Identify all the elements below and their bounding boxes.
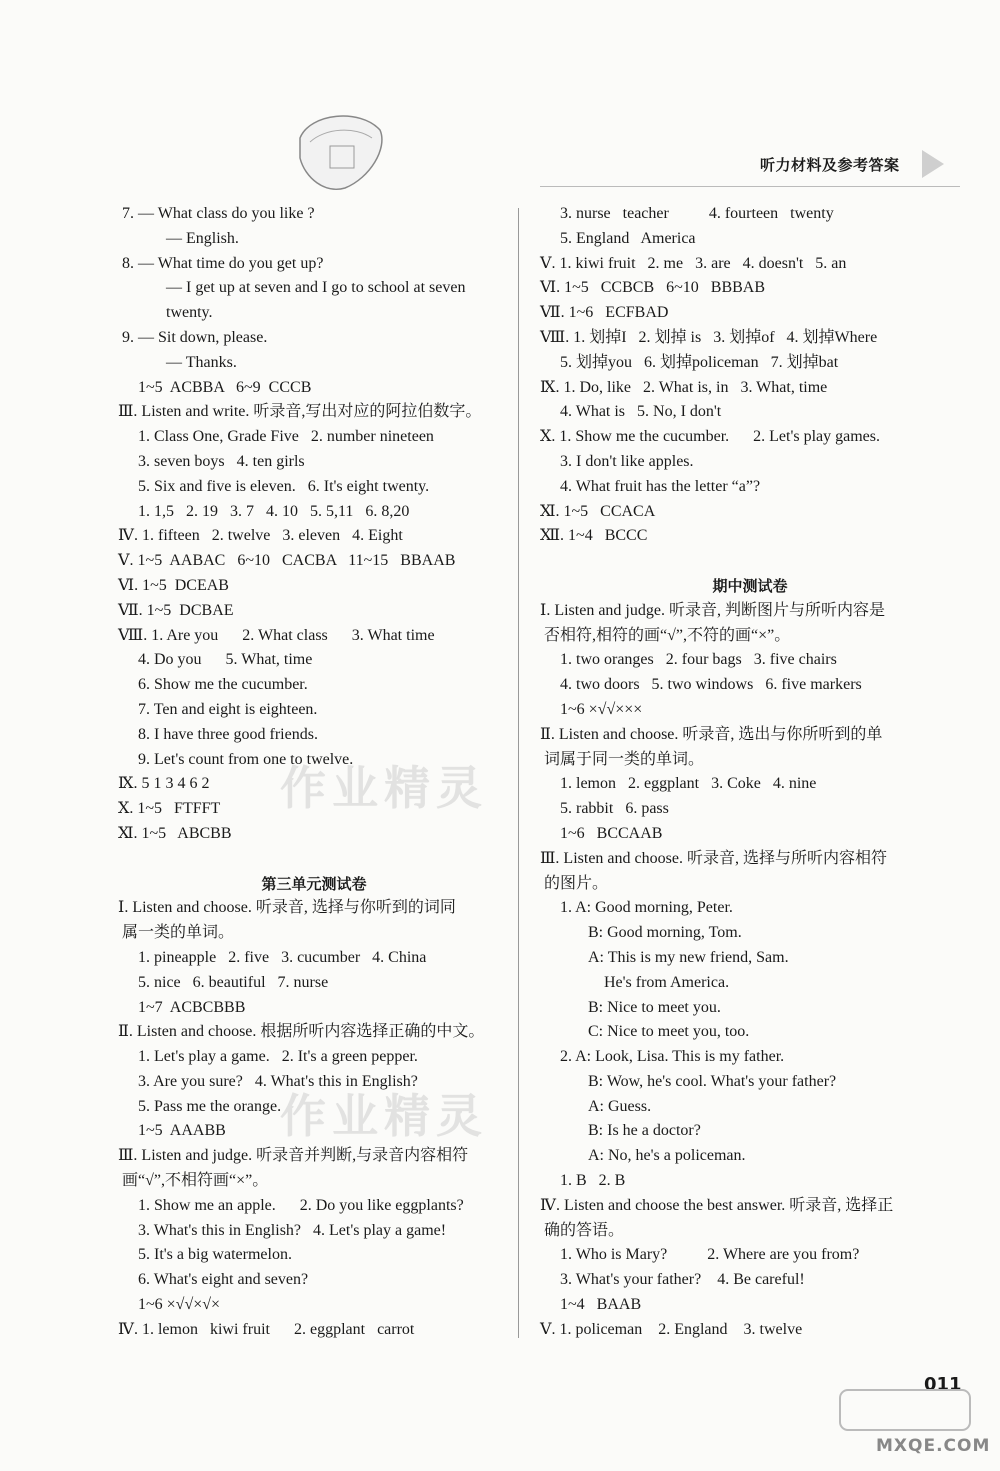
header-rule	[540, 186, 960, 187]
answer-line: B: Wow, he's cool. What's your father?	[588, 1072, 837, 1090]
answer-line: 4. two doors 5. two windows 6. five markers	[560, 676, 862, 694]
answer-line: 1. two oranges 2. four bags 3. five chairs	[560, 651, 837, 669]
answer-line: Ⅹ. 1. Show me the cucumber. 2. Let's play games.	[540, 428, 880, 446]
answer-line: He's from America.	[588, 973, 730, 991]
answer-line: Ⅷ. 1. Are you 2. What class 3. What time	[118, 626, 435, 644]
answer-line: A: This is my new friend, Sam.	[588, 948, 789, 966]
answer-line: 1. B 2. B	[560, 1172, 626, 1190]
answer-line: Ⅳ. Listen and choose the best answer. 听录音, 选择正	[540, 1196, 894, 1214]
page-header	[760, 148, 960, 182]
answer-line: twenty.	[166, 304, 213, 322]
answer-line: Ⅲ. Listen and judge. 听录音并判断,与录音内容相符	[118, 1147, 469, 1165]
answer-line: Ⅶ. 1~6 ECFBAD	[540, 304, 669, 322]
corner-watermark-text: MXQE.COM	[876, 1436, 991, 1456]
answer-line: 6. What's eight and seven?	[138, 1271, 309, 1289]
answer-line: 1~6 BCCAAB	[560, 824, 663, 842]
answer-line: 属一类的单词。	[122, 924, 235, 942]
publisher-logo	[290, 108, 390, 196]
answer-line: Ⅴ. 1. kiwi fruit 2. me 3. are 4. doesn't 5. an	[540, 254, 847, 272]
answer-line: 8. I have three good friends.	[138, 725, 318, 743]
answer-line: 1. 1,5 2. 19 3. 7 4. 10 5. 5,11 6. 8,20	[138, 502, 410, 520]
right-column	[540, 202, 960, 1343]
answer-line: Ⅳ. 1. fifteen 2. twelve 3. eleven 4. Eight	[118, 527, 403, 545]
answer-line: 4. What is 5. No, I don't	[560, 403, 722, 421]
spacer	[540, 549, 960, 574]
answer-line: Ⅺ. 1~5 CCACA	[540, 502, 656, 520]
answer-line: B: Is he a doctor?	[588, 1122, 701, 1140]
answer-line: 3. What's your father? 4. Be careful!	[560, 1271, 805, 1289]
answer-line: 1~6 ×√√×√×	[138, 1296, 221, 1314]
arrow-icon	[922, 150, 944, 178]
answer-line: — English.	[166, 229, 239, 247]
answer-line: 词属于同一类的单词。	[544, 750, 705, 768]
watermark: 作业精灵	[280, 761, 488, 815]
answer-line: 4. What fruit has the letter “a”?	[560, 477, 761, 495]
answer-line: 1~5 ACBBA 6~9 CCCB	[138, 378, 312, 396]
answer-line: Ⅵ. 1~5 CCBCB 6~10 BBBAB	[540, 279, 766, 297]
answer-line: Ⅲ. Listen and choose. 听录音, 选择与所听内容相符	[540, 849, 887, 867]
answer-line: Ⅱ. Listen and choose. 根据所听内容选择正确的中文。	[118, 1023, 485, 1041]
answer-line: Ⅶ. 1~5 DCBAE	[118, 601, 234, 619]
answer-line: 的图片。	[544, 874, 609, 892]
answer-line: Ⅷ. 1. 划掉I 2. 划掉 is 3. 划掉of 4. 划掉Where	[540, 328, 878, 346]
answer-line: Ⅱ. Listen and choose. 听录音, 选出与你所听到的单	[540, 725, 883, 743]
spacer	[118, 847, 510, 872]
answer-line: 2. A: Look, Lisa. This is my father.	[560, 1048, 785, 1066]
answer-line: 3. What's this in English? 4. Let's play a game!	[138, 1221, 447, 1239]
watermark: 作业精灵	[280, 1089, 488, 1143]
answer-line: 5. rabbit 6. pass	[560, 800, 669, 818]
answer-line: 9. — Sit down, please.	[122, 328, 268, 346]
answer-line: Ⅲ. Listen and write. 听录音,写出对应的阿拉伯数字。	[118, 403, 482, 421]
answer-line: 7. — What class do you like ?	[122, 205, 315, 222]
answer-line: Ⅸ. 5 1 3 4 6 2	[118, 775, 210, 793]
answer-line: 3. seven boys 4. ten girls	[138, 452, 305, 470]
answer-line: 1. lemon 2. eggplant 3. Coke 4. nine	[560, 775, 817, 793]
answer-line: 1. Class One, Grade Five 2. number nineteen	[138, 428, 434, 446]
answer-line: 6. Show me the cucumber.	[138, 676, 308, 694]
answer-line: B: Nice to meet you.	[588, 998, 721, 1016]
answer-line: 1. Show me an apple. 2. Do you like eggplants?	[138, 1196, 464, 1214]
answer-line: Ⅰ. Listen and judge. 听录音, 判断图片与所听内容是	[540, 601, 885, 619]
answer-line: — Thanks.	[166, 353, 237, 371]
answer-line: 1~7 ACBCBBB	[138, 998, 246, 1016]
answer-line: 8. — What time do you get up?	[122, 254, 324, 272]
answer-line: 9. Let's count from one to twelve.	[138, 750, 354, 768]
answer-line: Ⅻ. 1~4 BCCC	[540, 527, 648, 545]
answer-line: 7. Ten and eight is eighteen.	[138, 700, 318, 718]
answer-line: C: Nice to meet you, too.	[588, 1023, 750, 1041]
answer-line: 1~5 AAABB	[138, 1122, 226, 1140]
answer-line: — I get up at seven and I go to school at seven	[166, 279, 466, 297]
column-divider	[518, 208, 519, 1338]
answer-line: 1. A: Good morning, Peter.	[560, 899, 733, 917]
answer-line: 4. Do you 5. What, time	[138, 651, 313, 669]
answer-line: Ⅴ. 1. policeman 2. England 3. twelve	[540, 1320, 803, 1338]
answer-line: 1. Who is Mary? 2. Where are you from?	[560, 1246, 860, 1264]
answer-line: 否相符,相符的画“√”,不符的画“×”。	[544, 626, 791, 644]
answer-line: 3. Are you sure? 4. What's this in English?	[138, 1072, 418, 1090]
answer-line: Ⅸ. 1. Do, like 2. What is, in 3. What, time	[540, 378, 828, 396]
answer-line: B: Good morning, Tom.	[588, 924, 742, 942]
answer-line: A: Guess.	[588, 1097, 652, 1115]
answer-line: 5. England America	[560, 229, 696, 247]
answer-line: Ⅹ. 1~5 FTFFT	[118, 800, 221, 818]
answer-line: 5. Six and five is eleven. 6. It's eight twenty.	[138, 477, 430, 495]
answer-line: Ⅺ. 1~5 ABCBB	[118, 824, 232, 842]
answer-line: Ⅳ. 1. lemon kiwi fruit 2. eggplant carrot	[118, 1320, 415, 1338]
answer-line: 5. Pass me the orange.	[138, 1097, 282, 1115]
answer-line: 1~4 BAAB	[560, 1296, 642, 1314]
answer-line: 画“√”,不相符画“×”。	[122, 1172, 269, 1190]
answer-line: Ⅵ. 1~5 DCEAB	[118, 576, 229, 594]
answer-line: 1. Let's play a game. 2. It's a green pepper.	[138, 1048, 418, 1066]
answer-line: Ⅰ. Listen and choose. 听录音, 选择与你听到的词同	[118, 899, 456, 917]
answer-line: 1~6 ×√√×××	[560, 700, 643, 718]
section-title: 期中测试卷	[712, 576, 788, 595]
answer-line: A: No, he's a policeman.	[588, 1147, 746, 1165]
answer-line: 5. 划掉you 6. 划掉policeman 7. 划掉bat	[560, 353, 839, 371]
answer-line: 3. I don't like apples.	[560, 452, 694, 470]
answer-line: 确的答语。	[544, 1221, 625, 1239]
answer-line: 3. nurse teacher 4. fourteen twenty	[560, 205, 834, 222]
corner-watermark	[820, 1380, 990, 1470]
answer-line: 5. It's a big watermelon.	[138, 1246, 292, 1264]
header-title: 听力材料及参考答案	[760, 156, 900, 174]
section-title: 第三单元测试卷	[261, 874, 367, 893]
answer-line: Ⅴ. 1~5 AABAC 6~10 CACBA 11~15 BBAAB	[118, 552, 456, 570]
page-number: 011	[924, 1374, 962, 1395]
answer-line: 5. nice 6. beautiful 7. nurse	[138, 973, 329, 991]
answer-line: 1. pineapple 2. five 3. cucumber 4. China	[138, 948, 427, 966]
